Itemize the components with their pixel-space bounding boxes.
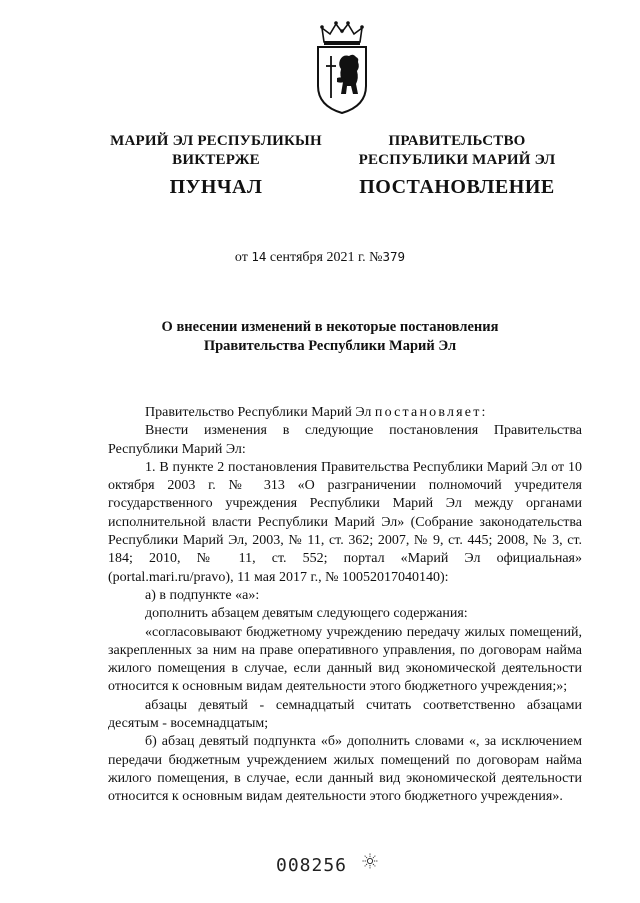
serial-number: 008256 [276, 855, 348, 876]
paragraph-1: Внести изменения в следующие постановления Правительства Республики Марий Эл: [108, 423, 582, 457]
date-month-year: сентября 2021 г. [269, 250, 366, 265]
preamble-verb: постановляет: [374, 405, 488, 420]
document-title [100, 318, 560, 356]
header-mari-line1: МАРИЙ ЭЛ РЕСПУБЛИКЫН [110, 133, 322, 149]
paragraph-5: «согласовывают бюджетному учреждению передачу жилых помещений, закрепленных за ним на праве оперативного управления, по договорам найма жилого помещения в случае, если данный вид экономической деятельности относится к основным видам деятельности этого бюджетного учреждения;»; [108, 624, 582, 695]
date-line [0, 249, 640, 266]
sun-ornament-icon [362, 853, 378, 869]
paragraph-6: абзацы девятый - семнадцатый считать соответственно абзацами десятым - восемнадцатым; [108, 697, 582, 732]
paragraph-2: 1. В пункте 2 постановления Правительства Республики Марий Эл от 10 октября 2003 г. № 313 «О разграничении полномочий учредителя государственного учреждения Республики Марий Эл между органами исполнительной власти Республики Марий Эл» (Собрание законодательства Республики Марий Эл, 2003, № 11, ст. 362; 2007, № 9, ст. 445; 2008, № 3, ст. 184; 2010, № 11, ст. 552; портал «Марий Эл официальная» (portal.mari.ru/pravo), 11 мая 2017 г., № 10052017040140): [108, 459, 582, 585]
document-body [108, 404, 582, 807]
paragraph-4: дополнить абзацем девятым следующего содержания: [145, 606, 468, 622]
title-line1: О внесении изменений в некоторые постановления [161, 319, 499, 335]
document-number: 379 [382, 249, 406, 264]
number-sign: № [369, 250, 383, 265]
paragraph-3: а) в подпункте «а»: [145, 587, 260, 603]
header-russian [352, 132, 562, 199]
preamble [108, 404, 582, 422]
title-line2: Правительства Республики Марий Эл [203, 338, 457, 354]
date-day: 14 [251, 249, 267, 264]
date-prefix: от [234, 250, 248, 265]
header-mari [96, 132, 336, 199]
header-mari-line2: ВИКТЕРЖЕ [172, 152, 260, 168]
header-russian-line2: РЕСПУБЛИКИ МАРИЙ ЭЛ [358, 152, 556, 168]
paragraph-7: б) абзац девятый подпункта «б» дополнить словами «, за исключением передачи бюджетным учреждением жилых помещений по договорам найма жилого помещения, в случае, если данный вид экономической деятельности относится к основным видам деятельности этого бюджетного учреждения». [108, 734, 582, 805]
header-russian-doc-type: ПОСТАНОВЛЕНИЕ [359, 176, 555, 198]
header-russian-line1: ПРАВИТЕЛЬСТВО [388, 133, 526, 149]
mari-el-coat-of-arms-icon [310, 20, 374, 116]
header-mari-doc-type: ПУНЧАЛ [169, 176, 263, 198]
preamble-subject: Правительство Республики Марий Эл [145, 405, 372, 420]
